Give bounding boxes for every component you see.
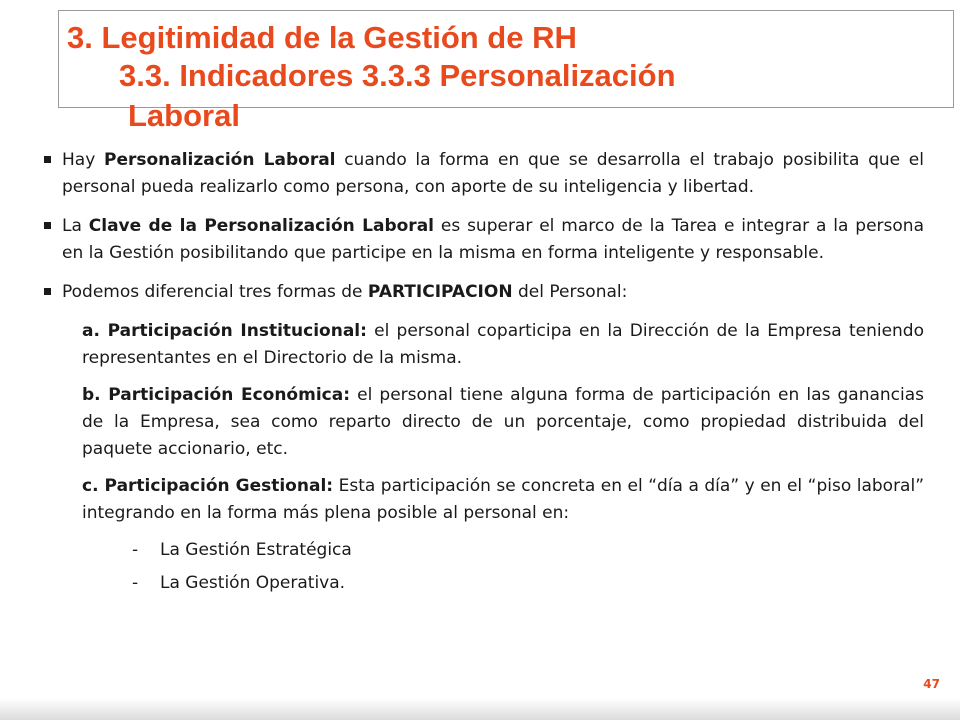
participacion-economica: [40, 382, 924, 463]
square-bullet-icon: [44, 156, 51, 163]
participation-text: el personal coparticipa en la Dirección de la Empresa teniendo representantes en el Directorio de la misma.: [82, 321, 924, 368]
bullet-text: La: [62, 216, 89, 236]
bullet-bold-term: Clave de la Personalización Laboral: [88, 216, 434, 236]
bullet-participacion: [40, 279, 924, 306]
title-line-3: Laboral: [128, 98, 240, 133]
dash-symbol: -: [132, 573, 139, 593]
bullet-text: cuando la forma en que se desarrolla el trabajo posibilita que el personal pueda realizarlo como persona, con aporte de su inteligencia y libertad.: [62, 150, 924, 197]
dash-item-text: La Gestión Operativa.: [160, 573, 346, 593]
footer-bar: [0, 698, 960, 720]
participation-label: a. Participación Institucional:: [82, 321, 367, 341]
participation-label: b. Participación Económica:: [82, 385, 350, 405]
participacion-gestional: [40, 473, 924, 527]
dash-symbol: -: [132, 540, 139, 560]
participacion-institucional: [40, 318, 924, 372]
bullet-personalizacion: [40, 147, 924, 201]
title-line-2: 3.3. Indicadores 3.3.3 Personalización: [119, 58, 676, 93]
bullet-text: Hay: [62, 150, 104, 170]
square-bullet-icon: [44, 222, 51, 229]
participation-label: c. Participación Gestional:: [82, 476, 334, 496]
bullet-clave: [40, 213, 924, 267]
page-number: 47: [923, 677, 940, 691]
bullet-bold-term: Personalización Laboral: [103, 150, 336, 170]
title-line-1: 3. Legitimidad de la Gestión de RH: [67, 20, 577, 55]
slide-content: [40, 147, 924, 603]
dash-item-operativa: [40, 570, 924, 597]
participation-text: el personal tiene alguna forma de participación en las ganancias de la Empresa, sea como reparto directo de un porcentaje, como propiedad distribuida del paquete accionario, etc.: [82, 385, 925, 459]
square-bullet-icon: [44, 288, 51, 295]
dash-item-estrategica: [40, 537, 924, 564]
bullet-text: Podemos diferencial tres formas de: [62, 282, 368, 302]
participation-text: Esta participación se concreta en el “día a día” y en el “piso laboral” integrando en la forma más plena posible al personal en:: [82, 476, 925, 523]
bullet-text: del Personal:: [512, 282, 628, 302]
dash-item-text: La Gestión Estratégica: [160, 540, 352, 560]
bullet-bold-term: PARTICIPACION: [367, 282, 513, 302]
bullet-text: es superar el marco de la Tarea e integrar a la persona en la Gestión posibilitando que participe en la misma en forma inteligente y responsable.: [62, 216, 924, 263]
